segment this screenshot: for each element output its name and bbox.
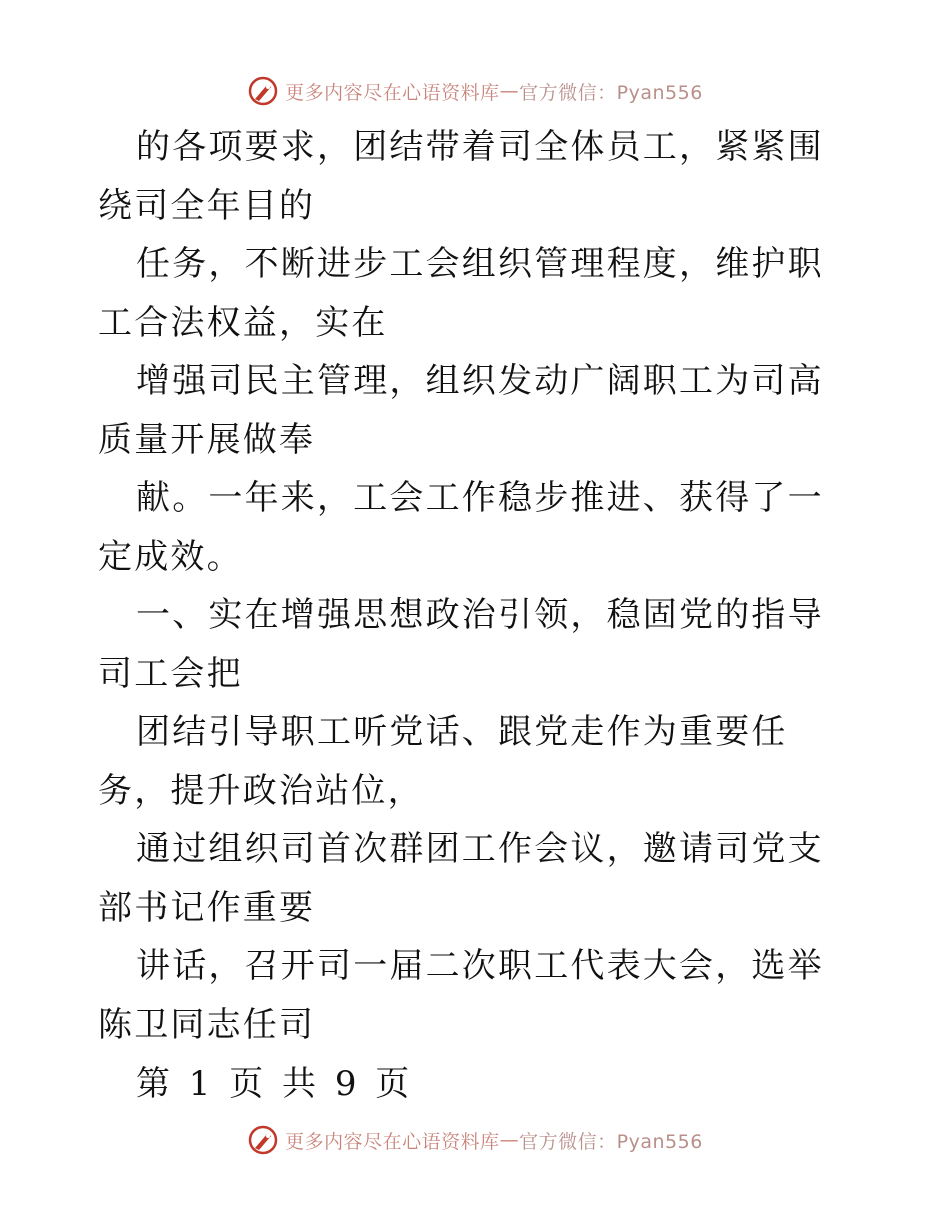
paragraph: 团结引导职工听党话、跟党走作为重要任务，提升政治站位， [98,712,788,811]
paragraph: 增强司民主管理，组织发动广阔职工为司高质量开展做奉 [98,361,824,460]
watermark-text: 更多内容尽在心语资料库 [285,81,500,104]
paragraph: 通过组织司首次群团工作会议，邀请司党支部书记作重要 [98,829,824,928]
pen-nib-circle-icon [247,1124,279,1156]
watermark-separator: — [499,80,520,102]
paragraph: 一、实在增强思想政治引领，稳固党的指导 司工会把 [98,595,861,694]
paragraph: 讲话，召开司一届二次职工代表大会，选举陈卫同志任司 [98,946,824,1045]
watermark-footer [0,1120,950,1160]
watermark-text: 更多内容尽在心语资料库 [285,1130,500,1153]
paragraph: 的各项要求，团结带着司全体员工，紧紧围绕司全年目的 [98,127,824,226]
watermark-header [0,71,950,111]
pen-nib-circle-icon [247,75,279,107]
watermark-official: 官方微信：Pyan556 [519,1130,703,1153]
page-number: 第 1 页 共 9 页 [136,1064,411,1104]
watermark-separator: — [499,1129,520,1151]
watermark-official: 官方微信：Pyan556 [519,81,703,104]
document-body [98,118,861,1054]
paragraph: 任务，不断进步工会组织管理程度，维护职工合法权益，实在 [98,244,824,343]
paragraph: 献。一年来，工会工作稳步推进、获得了一定成效。 [98,478,824,577]
